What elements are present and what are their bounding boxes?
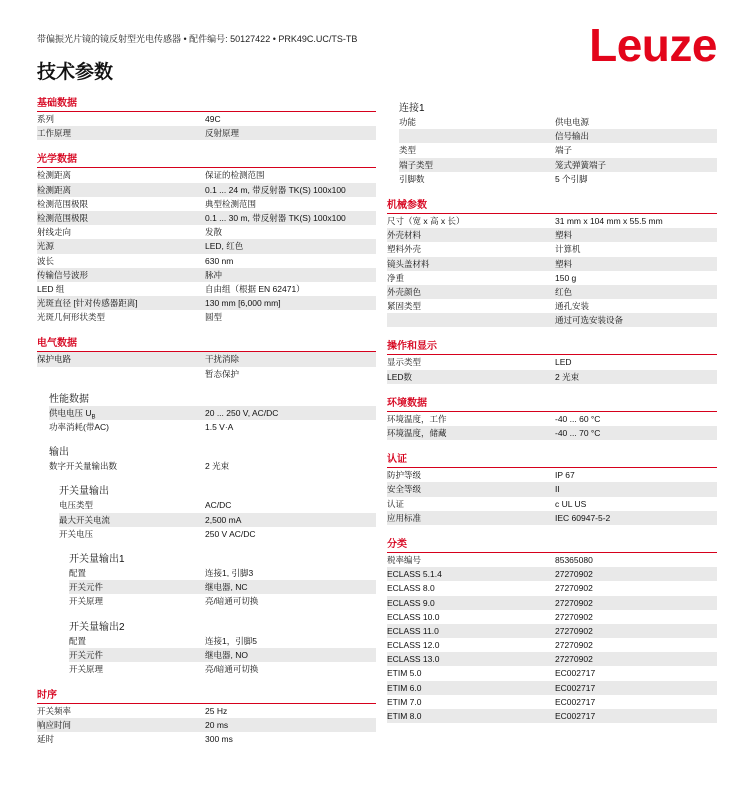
row-value: 31 mm x 104 mm x 55.5 mm (555, 215, 663, 226)
right-column (387, 96, 717, 723)
row-key: 电压类型 (59, 500, 94, 511)
row-key: 开关电压 (59, 528, 94, 539)
environment-data-table (387, 412, 717, 440)
row-value: 85365080 (555, 554, 593, 565)
row-value: 300 ms (205, 734, 233, 745)
table-row (59, 513, 376, 527)
table-row (37, 211, 376, 225)
section-optical-data: 光学数据 (37, 152, 376, 168)
row-value: 供电电源 (555, 117, 590, 127)
row-value: 典型检测范围 (205, 198, 257, 209)
row-key: 工作原理 (37, 128, 72, 139)
table-row (37, 112, 376, 126)
table-row (387, 581, 717, 595)
table-row (387, 412, 717, 426)
row-key: 光斑几何形状类型 (37, 312, 106, 323)
row-value: 27270902 (555, 654, 593, 665)
row-key: 应用标准 (387, 512, 422, 523)
row-key: 镜头盖材料 (387, 258, 430, 269)
row-key: 波长 (37, 255, 55, 266)
table-row (37, 268, 376, 282)
table-row (37, 254, 376, 268)
table-row (387, 228, 717, 242)
table-row (37, 282, 376, 296)
table-row (399, 172, 717, 186)
table-row (399, 143, 717, 157)
row-key: 最大开关电流 (59, 514, 111, 525)
row-value: 红色 (555, 286, 573, 297)
table-row (387, 370, 717, 384)
table-row (37, 239, 376, 253)
switch-output-2-table (69, 634, 376, 677)
row-key: 认证 (387, 498, 405, 509)
optical-data-table (37, 168, 376, 324)
table-row (69, 580, 376, 594)
row-value: 连接1, 引脚3 (205, 567, 254, 578)
table-row (37, 352, 376, 366)
row-key: 开关原理 (69, 596, 104, 607)
section-electrical-data: 电气数据 (37, 336, 376, 352)
row-value: 发散 (205, 227, 223, 238)
row-value: AC/DC (205, 500, 232, 511)
row-value: 自由组（根据 EN 62471） (205, 283, 305, 294)
row-value: 继电器, NC (205, 582, 248, 593)
row-key: 外壳颜色 (387, 286, 422, 297)
row-value: EC002717 (555, 682, 596, 693)
row-key: LED数 (387, 371, 413, 382)
row-key: LED 组 (37, 283, 65, 294)
row-value: 信号输出 (555, 131, 590, 142)
row-key: 外壳材料 (387, 230, 422, 241)
table-row (387, 709, 717, 723)
section-operation-display: 操作和显示 (387, 339, 717, 355)
switch-output-1-table (69, 566, 376, 609)
row-key: ETIM 7.0 (387, 696, 422, 707)
table-row (387, 652, 717, 666)
row-value: 25 Hz (205, 706, 228, 717)
timing-table (37, 704, 376, 747)
row-value: 塑料 (555, 258, 573, 269)
table-row (387, 271, 717, 285)
row-key: 检测距离 (37, 170, 72, 181)
table-row (387, 285, 717, 299)
row-value: 27270902 (555, 625, 593, 636)
row-key: ECLASS 5.1.4 (387, 569, 442, 580)
output-table (49, 459, 376, 473)
row-value: c UL US (555, 498, 587, 509)
row-value: 塑料 (555, 230, 573, 241)
row-key: 光源 (37, 241, 55, 252)
table-row (387, 468, 717, 482)
row-key: 紧固类型 (387, 301, 422, 312)
row-value: 630 nm (205, 255, 234, 266)
table-row (399, 158, 717, 172)
classification-table (387, 553, 717, 723)
row-key: ECLASS 10.0 (387, 611, 440, 622)
row-key: 开关原理 (69, 663, 104, 674)
supply-voltage-label: 供电电压 U (49, 407, 92, 418)
row-key: 环境温度，储藏 (387, 428, 447, 438)
supply-voltage-subscript: B (91, 414, 96, 420)
leuze-logo: Leuze (589, 19, 717, 71)
certification-table (387, 468, 717, 525)
row-key: 安全等级 (387, 484, 422, 495)
table-row (387, 497, 717, 511)
row-value: 150 g (555, 272, 577, 283)
section-classification: 分类 (387, 537, 717, 553)
row-key: ECLASS 11.0 (387, 625, 439, 636)
row-key: 检测距离 (37, 184, 72, 195)
row-value: 250 V AC/DC (205, 528, 256, 539)
row-value: LED (555, 357, 572, 368)
row-key (399, 129, 555, 143)
row-key: 功率消耗(带AC) (49, 422, 109, 432)
row-value: 暂态保护 (205, 368, 240, 379)
row-value: 干扰消除 (205, 354, 240, 365)
table-row (387, 355, 717, 369)
row-value: 2,500 mA (205, 514, 242, 525)
table-row (399, 115, 717, 129)
table-row (387, 313, 717, 327)
table-row (69, 566, 376, 580)
table-row (387, 214, 717, 228)
row-key (387, 313, 555, 327)
row-key: 类型 (399, 145, 417, 156)
row-value: 5 个引脚 (555, 173, 588, 184)
row-value: 27270902 (555, 583, 593, 594)
row-value: 计算机 (555, 244, 581, 255)
table-row (37, 310, 376, 324)
row-key: ECLASS 13.0 (387, 654, 440, 665)
table-row (399, 129, 717, 143)
row-value: 27270902 (555, 611, 593, 622)
row-value: IP 67 (555, 470, 575, 481)
table-row (387, 666, 717, 680)
connection-table (399, 115, 717, 186)
table-row (49, 406, 376, 420)
row-value: 130 mm [6,000 mm] (205, 298, 281, 309)
table-row (387, 242, 717, 256)
row-key: 开关元件 (69, 582, 104, 593)
row-key: 税率编号 (387, 554, 422, 565)
table-row (49, 420, 376, 434)
row-value: 20 ... 250 V, AC/DC (205, 407, 279, 418)
table-row (37, 168, 376, 182)
switch-output-group (37, 485, 376, 541)
row-key: ETIM 8.0 (387, 711, 422, 721)
table-row (387, 511, 717, 525)
mechanical-data-table (387, 214, 717, 328)
table-row (387, 638, 717, 652)
row-value: 通孔安装 (555, 301, 590, 312)
row-key: 检测范围极限 (37, 212, 89, 223)
connection-group (387, 102, 717, 186)
row-key: 开关元件 (69, 649, 104, 660)
table-row (69, 662, 376, 676)
row-key: 射线走向 (37, 227, 72, 238)
row-value: IEC 60947-5-2 (555, 512, 611, 523)
row-key: 检测范围极限 (37, 198, 89, 209)
row-value: 亮/暗通可切换 (205, 596, 259, 607)
section-timing: 时序 (37, 688, 376, 704)
row-value: 20 ms (205, 720, 229, 731)
table-row (37, 126, 376, 140)
table-row (37, 704, 376, 718)
row-value: 端子 (555, 145, 573, 156)
row-key: 净重 (387, 272, 405, 283)
row-value: EC002717 (555, 668, 596, 679)
switch-output-2-group (37, 621, 376, 677)
row-key: ECLASS 8.0 (387, 583, 435, 594)
table-row (69, 594, 376, 608)
section-mechanical-data: 机械参数 (387, 198, 717, 214)
row-key: ETIM 6.0 (387, 682, 422, 693)
page-title: 技术参数 (37, 62, 114, 83)
row-value: LED, 红色 (205, 241, 244, 252)
table-row (387, 553, 717, 567)
row-value: II (555, 484, 560, 495)
row-value: EC002717 (555, 696, 596, 707)
table-row (49, 459, 376, 473)
table-row (387, 482, 717, 496)
row-key: 显示类型 (387, 357, 422, 368)
row-key: ECLASS 9.0 (387, 597, 435, 608)
row-value: 圆型 (205, 312, 223, 323)
row-key: ECLASS 12.0 (387, 640, 440, 651)
row-value: 保证的检测范围 (205, 170, 265, 181)
row-key: 尺寸（宽 x 高 x 长） (387, 215, 465, 226)
row-value: 0.1 ... 30 m, 带反射器 TK(S) 100x100 (205, 212, 346, 223)
row-value: 笼式弹簧端子 (555, 159, 607, 170)
output-group (37, 446, 376, 473)
switch-output-1-title: 开关量输出1 (69, 553, 125, 565)
row-key: 配置 (69, 635, 87, 646)
row-value: -40 ... 70 °C (555, 428, 601, 438)
table-row (59, 498, 376, 512)
row-key: 引脚数 (399, 173, 425, 184)
table-row (37, 197, 376, 211)
section-environment-data: 环境数据 (387, 396, 717, 412)
row-key: 功能 (399, 117, 417, 127)
row-value: 1.5 V·A (205, 422, 234, 432)
row-key: ETIM 5.0 (387, 668, 422, 679)
row-key: 配置 (69, 567, 87, 578)
table-row (387, 257, 717, 271)
row-value: 亮/暗通可切换 (205, 663, 259, 674)
operation-display-table (387, 355, 717, 383)
row-key: 端子类型 (399, 159, 434, 170)
table-row (37, 718, 376, 732)
row-key: 系列 (37, 114, 55, 124)
performance-title: 性能数据 (49, 393, 89, 405)
row-value: 通过可选安装设备 (555, 315, 624, 326)
row-key: 开关频率 (37, 706, 72, 717)
table-row (387, 624, 717, 638)
table-row (387, 610, 717, 624)
row-key: 传输信号波形 (37, 269, 89, 280)
row-value: 反射原理 (205, 128, 240, 139)
row-value: EC002717 (555, 711, 596, 721)
protection-circuit-table (37, 352, 376, 380)
table-row (37, 367, 376, 381)
connection-title: 连接1 (399, 103, 425, 114)
performance-group (37, 393, 376, 434)
table-row (37, 225, 376, 239)
performance-table (49, 420, 376, 434)
table-row (69, 634, 376, 648)
table-row (69, 648, 376, 662)
row-key: 数字开关量输出数 (49, 461, 118, 472)
table-row (387, 596, 717, 610)
row-value: 2 光束 (205, 461, 230, 472)
row-key: 环境温度，工作 (387, 413, 447, 424)
table-row (37, 732, 376, 746)
row-key: 塑料外壳 (387, 244, 422, 255)
row-key (37, 367, 205, 381)
section-basic-data: 基础数据 (37, 96, 376, 112)
row-value: 连接1，引脚5 (205, 635, 257, 646)
table-row (387, 567, 717, 581)
table-row (37, 296, 376, 310)
row-value: 0.1 ... 24 m, 带反射器 TK(S) 100x100 (205, 184, 346, 195)
left-column (37, 96, 376, 747)
row-key (49, 406, 205, 420)
basic-data-table (37, 112, 376, 140)
switch-output-2-title: 开关量输出2 (69, 621, 125, 633)
table-row (37, 183, 376, 197)
row-value: 49C (205, 114, 221, 124)
switch-output-1-group (37, 553, 376, 609)
switch-output-title: 开关量输出 (59, 486, 109, 498)
document-subtitle: 带偏振光片镜的镜反射型光电传感器 • 配件编号: 50127422 • PRK49C.UC/TS-TB (37, 34, 358, 44)
table-row (59, 527, 376, 541)
table-row (387, 299, 717, 313)
table-row (387, 681, 717, 695)
row-key: 光斑直径 [针对传感器距离] (37, 298, 138, 309)
row-key: 响应时间 (37, 720, 72, 731)
row-key: 保护电路 (37, 354, 72, 365)
section-certification: 认证 (387, 452, 717, 468)
row-value: 27270902 (555, 640, 593, 651)
row-value: -40 ... 60 °C (555, 413, 601, 424)
table-row (387, 426, 717, 440)
row-value: 2 光束 (555, 371, 580, 382)
row-value: 继电器, NO (205, 649, 248, 660)
row-key: 延时 (37, 734, 55, 745)
row-value: 脉冲 (205, 269, 223, 280)
table-row (387, 695, 717, 709)
row-key: 防护等级 (387, 470, 422, 481)
switch-output-table (59, 498, 376, 541)
row-value: 27270902 (555, 597, 593, 608)
output-title: 输出 (49, 447, 69, 459)
row-value: 27270902 (555, 569, 593, 580)
